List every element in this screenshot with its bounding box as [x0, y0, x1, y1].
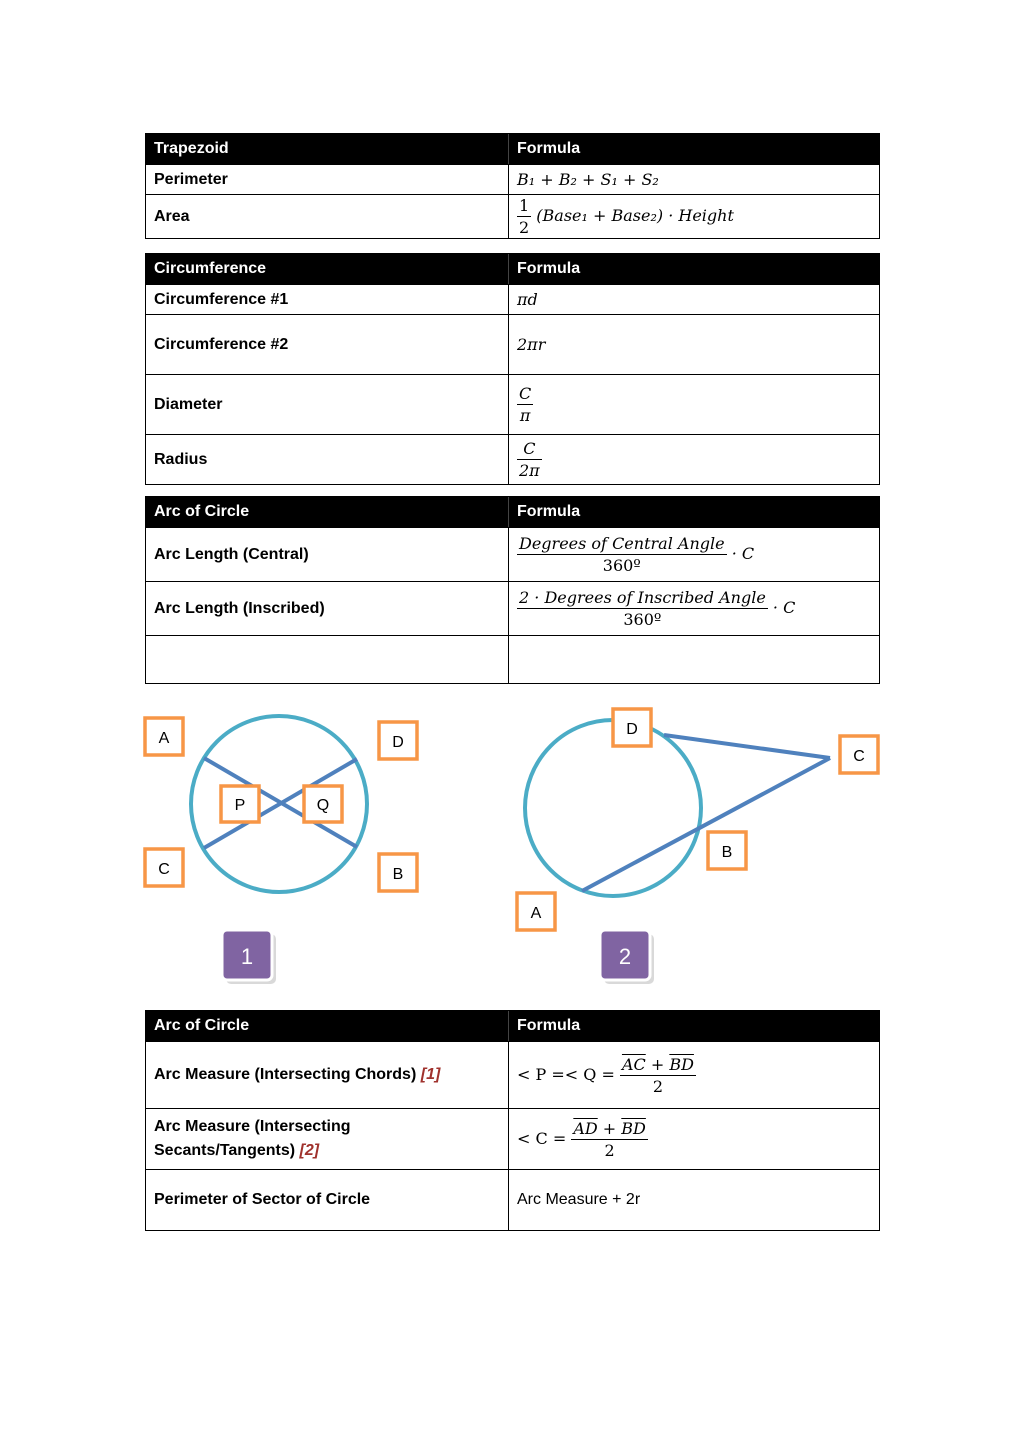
- table-row: [146, 1042, 880, 1109]
- table-row: [146, 195, 880, 239]
- formula-cell: B₁ + B₂ + S₁ + S₂: [509, 165, 880, 195]
- label-q: [304, 786, 342, 822]
- fraction-denominator: 2π: [519, 461, 540, 480]
- label-b: [708, 832, 746, 869]
- fraction: [517, 196, 531, 237]
- row-label-line2: Secants/Tangents): [154, 1142, 296, 1159]
- fraction-denominator: 360º: [623, 610, 662, 629]
- label-a: [145, 718, 183, 755]
- table-header: [146, 497, 880, 528]
- figure-reference: [1]: [420, 1066, 441, 1083]
- arc-b: $\overline{BD}$: [621, 1118, 646, 1138]
- fraction-numerator: C: [517, 439, 542, 460]
- label-d: [613, 709, 651, 746]
- row-label: Circumference #1: [146, 285, 509, 315]
- row-label: [146, 636, 509, 684]
- label-p: [221, 786, 259, 822]
- formula-suffix: · C: [731, 544, 755, 563]
- row-label: Arc Length (Central): [146, 528, 509, 582]
- table-row: [146, 375, 880, 435]
- fraction-numerator: Degrees of Central Angle: [519, 534, 725, 553]
- label-c-text: C: [853, 748, 865, 765]
- formula-cell: [509, 375, 880, 435]
- row-label: Circumference #2: [146, 315, 509, 375]
- header-cell: Formula: [509, 1011, 880, 1042]
- fraction-numerator: 2 · Degrees of Inscribed Angle: [519, 588, 766, 607]
- diagrams: [0, 690, 1024, 1020]
- label-b-text: B: [721, 844, 733, 861]
- header-cell: Circumference: [146, 254, 509, 285]
- row-label: [146, 1042, 509, 1109]
- arc-a: $\overline{AC}$: [621, 1054, 646, 1074]
- table-row: [146, 636, 880, 684]
- row-label: Perimeter of Sector of Circle: [146, 1170, 509, 1231]
- table-row: [146, 315, 880, 375]
- header-cell: Arc of Circle: [146, 1011, 509, 1042]
- header-cell: Formula: [509, 254, 880, 285]
- label-c-text: C: [158, 861, 170, 878]
- formula-rest: (Base₁ + Base₂) · Height: [536, 206, 734, 225]
- fraction: [517, 588, 768, 629]
- circumference-table: [145, 253, 880, 485]
- diagram-1: [145, 716, 417, 984]
- header-cell: Formula: [509, 497, 880, 528]
- label-q-text: Q: [316, 797, 330, 814]
- formula-cell: Arc Measure + 2r: [509, 1170, 880, 1231]
- table-row: [146, 528, 880, 582]
- num-op: +: [597, 1118, 622, 1138]
- formula-cell: [509, 582, 880, 636]
- formula-cell: [509, 636, 880, 684]
- table-row: [146, 165, 880, 195]
- label-p-text: P: [234, 797, 246, 814]
- formula-cell: [509, 195, 880, 239]
- label-d-text: D: [392, 734, 404, 751]
- label-c: [145, 849, 183, 886]
- row-label-text: Arc Measure (Intersecting Chords): [154, 1066, 417, 1083]
- fraction-denominator: π: [519, 406, 531, 425]
- table-row: [146, 435, 880, 485]
- diagram-2: [517, 709, 878, 984]
- table-header: [146, 134, 880, 165]
- badge-2: [600, 930, 654, 984]
- label-c: [840, 736, 878, 773]
- table-row: [146, 1109, 880, 1170]
- fraction-numerator: C: [519, 384, 532, 403]
- num-op: +: [645, 1054, 670, 1074]
- trapezoid-table: [145, 133, 880, 239]
- fraction-numerator: [620, 1055, 696, 1076]
- table-row: [146, 285, 880, 315]
- label-b-text: B: [392, 866, 404, 883]
- badge-2-text: 2: [618, 944, 632, 969]
- fraction: [517, 384, 533, 425]
- fraction-numerator: 1: [519, 196, 530, 215]
- formula-prefix: < P =< Q =: [517, 1064, 615, 1084]
- fraction: [517, 534, 727, 575]
- fraction: [571, 1119, 648, 1160]
- fraction-denominator: 2: [652, 1076, 664, 1096]
- arc-a: $\overline{AD}$: [573, 1118, 598, 1138]
- figure-reference: [2]: [299, 1142, 320, 1159]
- header-cell: Arc of Circle: [146, 497, 509, 528]
- label-d: [379, 722, 417, 759]
- fraction-denominator: 2: [519, 218, 530, 237]
- table-row: [146, 582, 880, 636]
- label-a: [517, 893, 555, 930]
- fraction: [517, 439, 542, 480]
- fraction-numerator: [571, 1119, 648, 1140]
- formula-cell: 2πr: [509, 315, 880, 375]
- fraction-denominator: 2: [604, 1140, 615, 1160]
- formula-cell: [509, 528, 880, 582]
- table-header: [146, 254, 880, 285]
- label-a-text: A: [530, 905, 542, 922]
- formula-suffix: · C: [772, 598, 796, 617]
- table-row: [146, 1170, 880, 1231]
- row-label: [146, 1109, 509, 1170]
- formula-prefix: < C =: [517, 1128, 567, 1148]
- fraction: [620, 1055, 696, 1096]
- badge-1-text: 1: [240, 944, 254, 969]
- header-cell: Trapezoid: [146, 134, 509, 165]
- label-a-text: A: [158, 730, 170, 747]
- formula-cell: [509, 435, 880, 485]
- tangent-dc: [664, 735, 830, 758]
- header-cell: Formula: [509, 134, 880, 165]
- row-label-line1: Arc Measure (Intersecting: [154, 1118, 351, 1135]
- label-b: [379, 854, 417, 891]
- label-d-text: D: [626, 721, 638, 738]
- arc-measure-table: [145, 1010, 880, 1231]
- arc-length-table: [145, 496, 880, 684]
- formula-cell: πd: [509, 285, 880, 315]
- row-label: Perimeter: [146, 165, 509, 195]
- row-label: Arc Length (Inscribed): [146, 582, 509, 636]
- table-header: [146, 1011, 880, 1042]
- formula-cell: [509, 1109, 880, 1170]
- formula-cell: [509, 1042, 880, 1109]
- row-label: Area: [146, 195, 509, 239]
- secant-ac: [582, 758, 830, 891]
- row-label: Diameter: [146, 375, 509, 435]
- arc-b: $\overline{BD}$: [669, 1054, 694, 1074]
- fraction-denominator: 360º: [602, 556, 641, 575]
- row-label: Radius: [146, 435, 509, 485]
- badge-1: [222, 930, 276, 984]
